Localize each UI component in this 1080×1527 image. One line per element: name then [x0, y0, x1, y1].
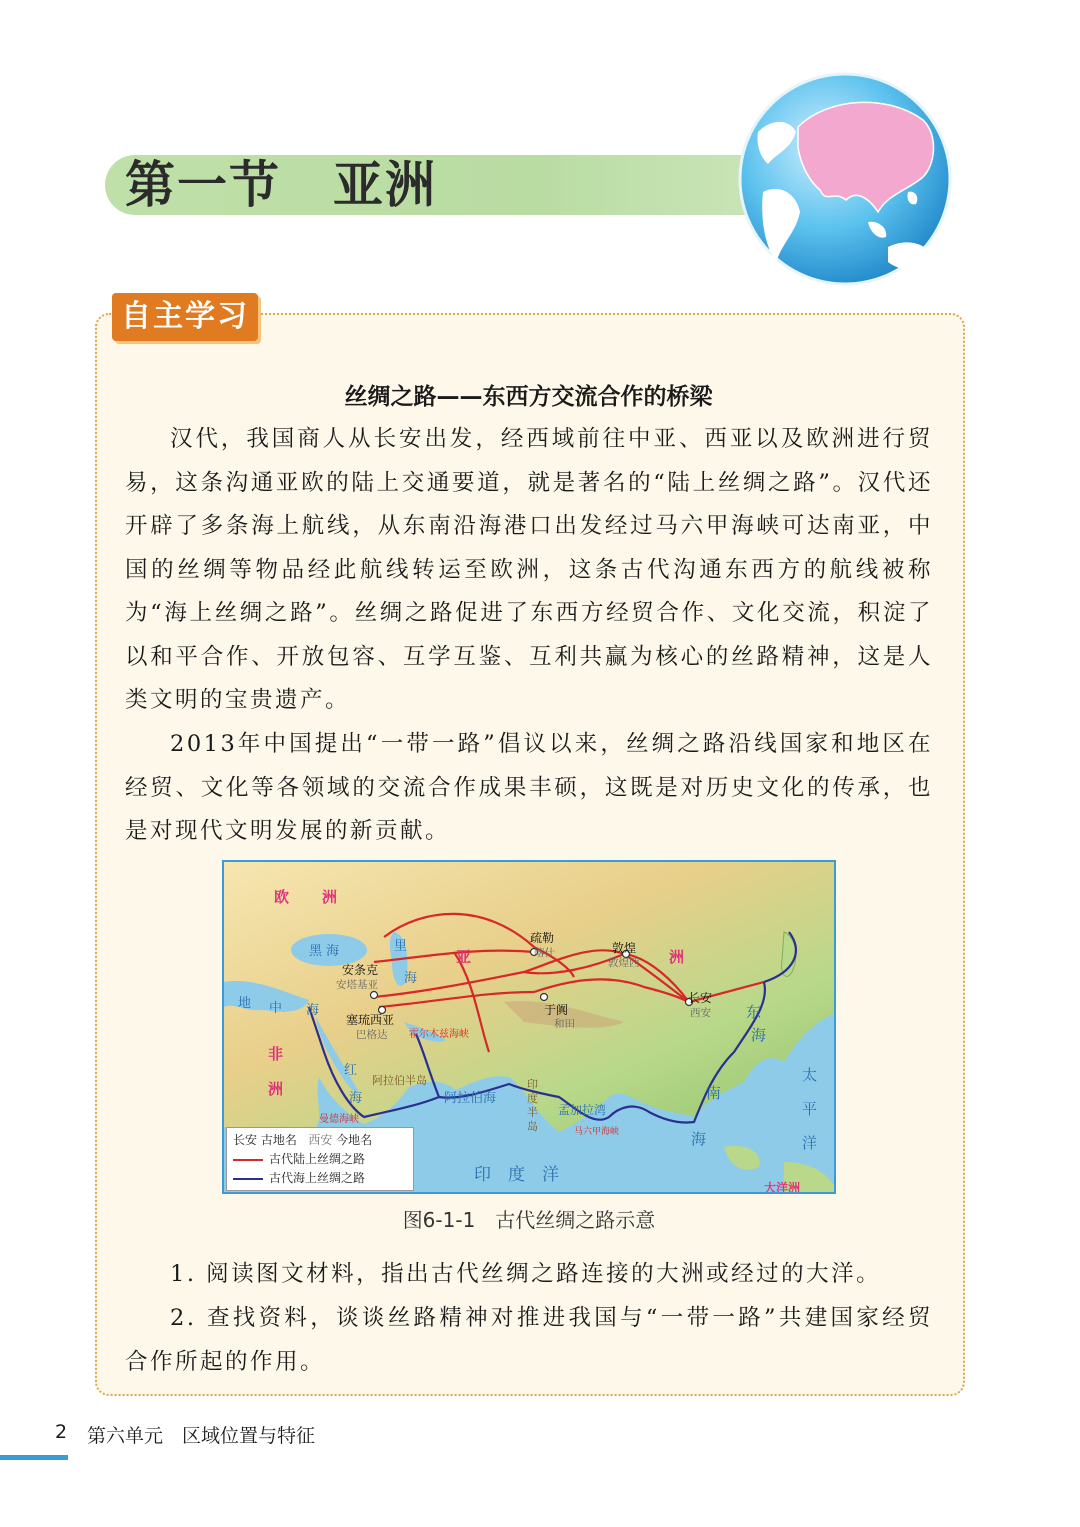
- map-city-antioch: 安条克: [342, 963, 379, 977]
- map-city-khotan: 于阗: [544, 1003, 569, 1017]
- map-label-africa-2: 洲: [268, 1080, 284, 1098]
- map-label-caspian-2: 海: [404, 971, 418, 986]
- footer-accent-bar: [0, 1455, 68, 1460]
- map-label-south-sea-2: 海: [691, 1130, 707, 1148]
- map-city-dunhuang-west: 敦煌西: [608, 957, 640, 969]
- self-study-tag: [112, 293, 258, 341]
- map-label-asia-2: 洲: [669, 948, 685, 966]
- map-label-arabian-sea: 阿拉伯海: [444, 1091, 497, 1106]
- map-label-india-2: 度: [527, 1092, 538, 1105]
- map-label-pacific-1: 太: [802, 1066, 818, 1084]
- map-label-europe-1: 欧: [274, 888, 290, 906]
- silk-road-map: [222, 860, 836, 1194]
- legend-land-route-line: [233, 1159, 263, 1161]
- legend-ancient-name-sample: 长安: [233, 1133, 258, 1147]
- map-label-india-1: 印: [527, 1078, 538, 1091]
- globe-icon: [738, 72, 953, 287]
- legend-land-route-label: 古代陆上丝绸之路: [269, 1152, 366, 1166]
- map-label-pacific-2: 平: [802, 1100, 818, 1118]
- map-city-dunhuang: 敦煌: [612, 941, 637, 955]
- paragraph-belt-and-road: 2013年中国提出“一带一路”倡议以来，丝绸之路沿线国家和地区在经贸、文化等各领域的交流合作成果丰硕，这既是对历史文化的传承，也是对现代文明发展的新贡献。: [125, 731, 933, 844]
- question-2: 2. 查找资料，谈谈丝路精神对推进我国与“一带一路”共建国家经贸合作所起的作用。: [125, 1305, 933, 1375]
- unit-label: 第六单元 区域位置与特征: [87, 1425, 316, 1447]
- map-label-malacca: 马六甲海峡: [574, 1127, 620, 1137]
- map-label-east-sea-2: 海: [751, 1026, 767, 1044]
- legend-sea-route-label: 古代海上丝绸之路: [269, 1171, 366, 1185]
- map-label-india-3: 半: [527, 1106, 538, 1119]
- map-label-africa-1: 非: [268, 1045, 284, 1063]
- map-label-hormuz: 霍尔木兹海峡: [409, 1029, 469, 1040]
- map-city-changan: 长安: [688, 991, 713, 1005]
- legend-land-route-row: [233, 1150, 407, 1169]
- question-1: 1. 阅读图文材料，指出古代丝绸之路连接的大洲或经过的大洋。: [170, 1261, 882, 1287]
- map-label-indian-ocean: 印 度 洋: [474, 1165, 559, 1185]
- legend-sea-route-row: [233, 1169, 407, 1188]
- article-title: 丝绸之路——东西方交流合作的桥梁: [344, 384, 713, 410]
- map-city-antakya: 安塔基亚: [336, 979, 378, 991]
- paragraph-silk-road-history: 汉代，我国商人从长安出发，经西域前往中亚、西亚以及欧洲进行贸易，这条沟通亚欧的陆上交通要道，就是著名的“陆上丝绸之路”。汉代还开辟了多条海上航线，从东南沿海港口出发经过马六甲海峡可达南亚，中国的丝绸等物品经此航线转运至欧洲，这条古代沟通东西方的航线被称为“海上丝绸之路”。丝绸之路促进了东西方经贸合作、文化交流，积淀了以和平合作、开放包容、互学互鉴、互利共赢为核心的丝路精神，这是人类文明的宝贵遗产。: [125, 426, 933, 713]
- legend-modern-name-label: 今地名: [336, 1133, 373, 1147]
- map-label-mandeb: 曼德海峡: [319, 1114, 359, 1125]
- map-city-hotan: 和田: [554, 1018, 575, 1030]
- map-city-baghdad: 巴格达: [356, 1029, 388, 1041]
- map-label-med-2: 中: [269, 1001, 283, 1016]
- map-label-south-sea-1: 南: [706, 1084, 722, 1102]
- map-label-med-3: 海: [306, 1003, 320, 1018]
- map-label-red-sea-2: 海: [349, 1091, 363, 1106]
- map-label-med-1: 地: [238, 996, 252, 1011]
- map-city-seleucia: 塞琉西亚: [346, 1013, 395, 1027]
- map-label-oceania: 大洋洲: [764, 1181, 801, 1195]
- map-label-europe-2: 洲: [322, 888, 338, 906]
- map-label-asia-1: 亚: [456, 948, 472, 966]
- map-label-arabian-peninsula: 阿拉伯半岛: [372, 1074, 427, 1087]
- map-label-bay-of-bengal: 孟加拉湾: [558, 1103, 607, 1117]
- map-label-red-sea-1: 红: [344, 1063, 358, 1078]
- map-label-black-sea: 黑 海: [309, 944, 340, 959]
- map-city-xian: 西安: [690, 1007, 711, 1019]
- map-city-kashgar: 疏勒: [530, 931, 555, 945]
- map-label-india-4: 岛: [527, 1120, 538, 1133]
- legend-sea-route-line: [233, 1178, 263, 1180]
- page-number: 2: [55, 1421, 68, 1443]
- legend-names-row: [233, 1131, 407, 1150]
- map-label-caspian-1: 里: [394, 939, 408, 954]
- self-study-tag-label: 自主学习: [121, 299, 249, 334]
- section-title: 第一节 亚洲: [125, 156, 437, 214]
- map-label-pacific-3: 洋: [802, 1134, 818, 1152]
- map-legend: [226, 1127, 414, 1191]
- map-city-kashi: 喀什: [534, 947, 555, 959]
- legend-modern-name-sample: 西安: [308, 1133, 333, 1147]
- map-label-east-sea-1: 东: [746, 1003, 762, 1021]
- legend-ancient-name-label: 古地名: [260, 1133, 297, 1147]
- map-caption: 图6-1-1 古代丝绸之路示意: [402, 1208, 656, 1232]
